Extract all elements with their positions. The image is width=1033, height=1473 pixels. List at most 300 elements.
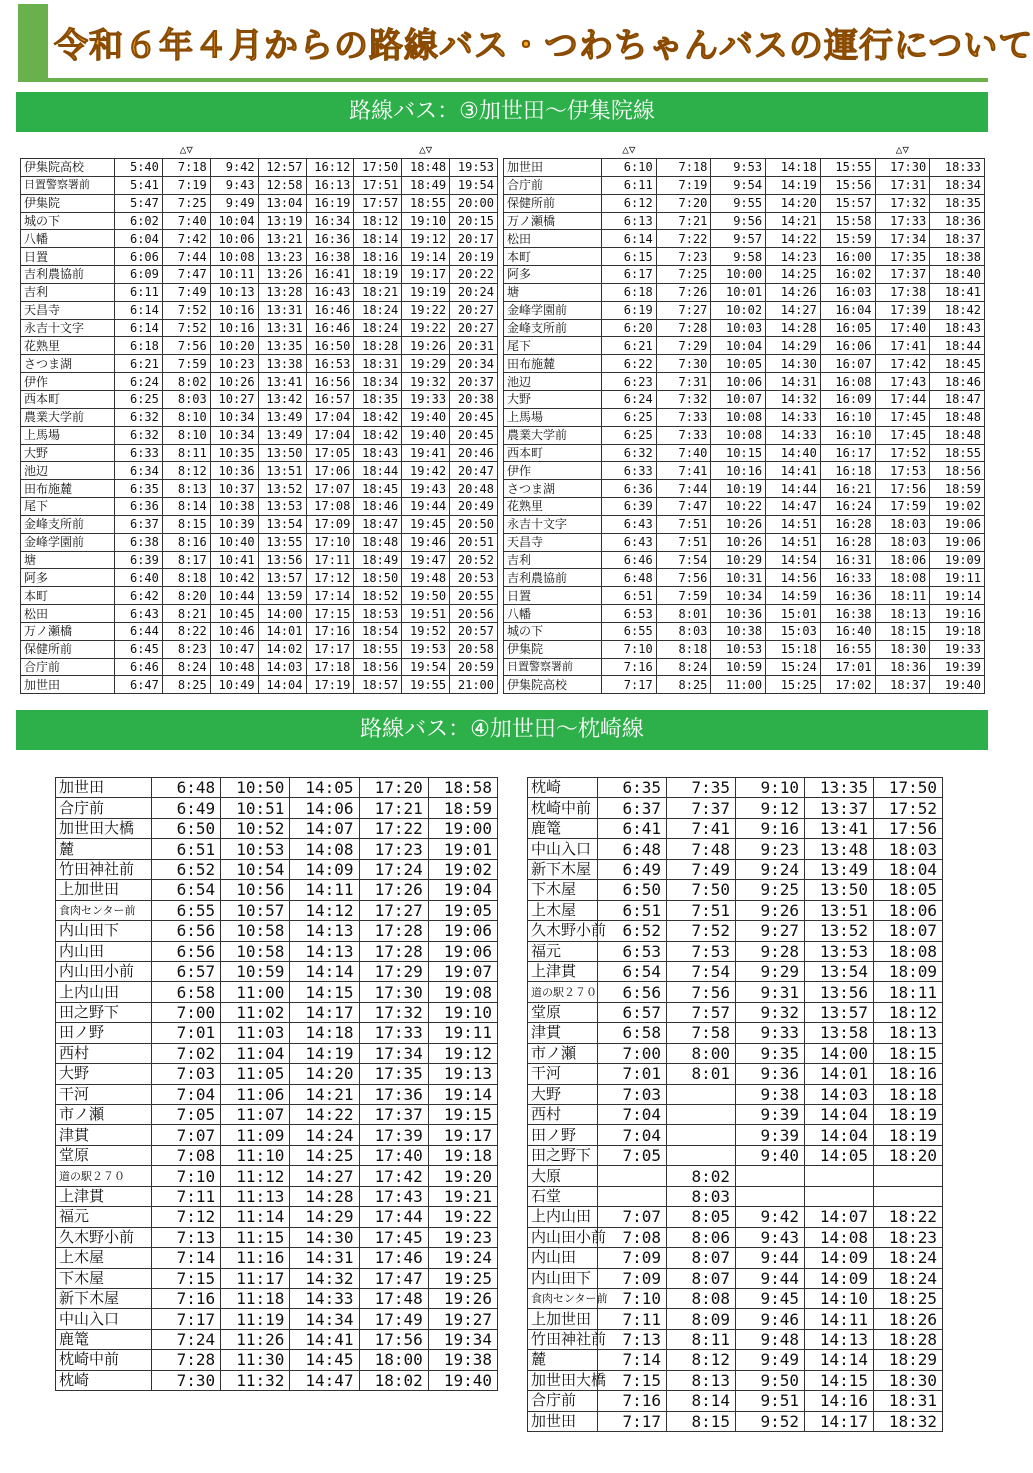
departure-time: 13:28	[258, 283, 306, 301]
table-row	[504, 498, 985, 516]
departure-time: 17:32	[875, 194, 930, 212]
departure-time: 17:34	[359, 1043, 428, 1063]
departure-time: 8:07	[667, 1248, 736, 1268]
departure-time: 18:03	[874, 839, 943, 859]
departure-time: 19:24	[428, 1248, 497, 1268]
departure-time: 18:08	[875, 569, 930, 587]
departure-time	[667, 1145, 736, 1165]
stop-name: 池辺	[21, 462, 115, 480]
departure-time: 20:53	[450, 569, 498, 587]
trip-marker	[711, 142, 766, 159]
departure-time: 18:31	[874, 1391, 943, 1411]
departure-time: 10:15	[711, 444, 766, 462]
stop-name: 上木屋	[56, 1248, 152, 1268]
departure-time: 13:31	[258, 319, 306, 337]
stop-name: 新下木屋	[528, 859, 598, 879]
departure-time: 10:20	[210, 337, 258, 355]
table-row	[56, 1248, 498, 1268]
departure-time: 6:52	[152, 859, 221, 879]
table-row	[528, 961, 943, 981]
stop-name: 加世田	[21, 676, 115, 694]
section-header-route4: 路線バス：④加世田～枕崎線	[16, 710, 988, 750]
departure-time: 18:06	[874, 900, 943, 920]
departure-time: 10:54	[221, 859, 290, 879]
stop-name: 合庁前	[21, 658, 115, 676]
stop-name: 内山田	[528, 1248, 598, 1268]
table-row	[21, 319, 498, 337]
departure-time: 19:27	[428, 1309, 497, 1329]
departure-time: 7:16	[598, 1391, 667, 1411]
stop-name: 合庁前	[56, 798, 152, 818]
departure-time: 8:03	[162, 390, 210, 408]
trip-marker: △▽	[419, 143, 433, 156]
departure-time: 18:13	[874, 1023, 943, 1043]
departure-time: 6:56	[152, 941, 221, 961]
departure-time: 14:19	[290, 1043, 359, 1063]
stop-name: 干河	[528, 1064, 598, 1084]
departure-time: 7:07	[152, 1125, 221, 1145]
departure-time: 17:45	[875, 408, 930, 426]
stop-name: 合庁前	[504, 176, 602, 194]
departure-time: 14:31	[290, 1248, 359, 1268]
stop-name: 松田	[504, 230, 602, 248]
departure-time: 19:51	[402, 605, 450, 623]
departure-time: 16:07	[820, 355, 875, 373]
departure-time: 13:59	[258, 587, 306, 605]
departure-time: 16:38	[820, 605, 875, 623]
departure-time: 6:54	[598, 961, 667, 981]
stop-name: 大野	[21, 444, 115, 462]
departure-time: 11:03	[221, 1023, 290, 1043]
departure-time: 13:41	[805, 818, 874, 838]
departure-time: 8:15	[667, 1411, 736, 1431]
departure-time: 16:57	[306, 390, 354, 408]
departure-time: 7:24	[152, 1329, 221, 1349]
departure-time: 17:24	[359, 859, 428, 879]
departure-time: 7:21	[656, 212, 711, 230]
departure-time: 8:13	[162, 480, 210, 498]
departure-time: 7:11	[152, 1186, 221, 1206]
departure-time: 6:33	[602, 462, 657, 480]
departure-time: 7:28	[152, 1350, 221, 1370]
departure-time: 9:16	[736, 818, 805, 838]
departure-time: 18:44	[930, 337, 985, 355]
stop-name: 上馬場	[21, 426, 115, 444]
departure-time: 8:18	[162, 569, 210, 587]
departure-time: 6:10	[602, 159, 657, 177]
departure-time: 20:59	[450, 658, 498, 676]
departure-time: 9:43	[210, 176, 258, 194]
departure-time: 6:43	[602, 515, 657, 533]
departure-time: 5:41	[115, 176, 163, 194]
departure-time: 10:44	[210, 587, 258, 605]
table-row	[504, 319, 985, 337]
departure-time: 10:27	[210, 390, 258, 408]
departure-time: 19:34	[428, 1329, 497, 1349]
departure-time: 17:31	[875, 176, 930, 194]
stop-name: 農業大学前	[504, 426, 602, 444]
departure-time: 7:05	[152, 1105, 221, 1125]
departure-time: 19:18	[930, 622, 985, 640]
departure-time: 16:53	[306, 355, 354, 373]
stop-name: 堂原	[56, 1145, 152, 1165]
departure-time: 14:51	[766, 533, 821, 551]
departure-time: 6:39	[115, 551, 163, 569]
departure-time: 14:07	[805, 1207, 874, 1227]
departure-time: 17:09	[306, 515, 354, 533]
departure-time: 16:50	[306, 337, 354, 355]
stop-name: 阿多	[21, 569, 115, 587]
departure-time: 11:18	[221, 1288, 290, 1308]
departure-time: 14:06	[290, 798, 359, 818]
departure-time: 14:18	[766, 159, 821, 177]
departure-time: 20:48	[450, 480, 498, 498]
title-banner	[18, 4, 1033, 82]
departure-time: 7:52	[162, 319, 210, 337]
departure-time: 16:17	[820, 444, 875, 462]
stop-name: 中山入口	[528, 839, 598, 859]
departure-time: 19:16	[930, 605, 985, 623]
departure-time: 8:25	[162, 676, 210, 694]
departure-time: 7:23	[656, 248, 711, 266]
departure-time: 18:30	[874, 1370, 943, 1390]
table-row	[528, 859, 943, 879]
stop-name: 上加世田	[528, 1309, 598, 1329]
departure-time: 20:46	[450, 444, 498, 462]
departure-time: 6:55	[152, 900, 221, 920]
departure-time: 6:25	[602, 426, 657, 444]
table-row	[504, 212, 985, 230]
departure-time: 18:46	[930, 373, 985, 391]
stop-name: 万ノ瀬橋	[21, 622, 115, 640]
departure-time: 7:19	[656, 176, 711, 194]
departure-time: 10:03	[711, 319, 766, 337]
departure-time: 6:52	[598, 921, 667, 941]
title-accent-bar	[18, 4, 48, 82]
page-title: 令和６年４月からの路線バス・つわちゃんバスの運行について	[54, 26, 1033, 66]
stop-name: 田ノ野	[56, 1023, 152, 1043]
stop-name: 麓	[56, 839, 152, 859]
departure-time: 9:43	[736, 1227, 805, 1247]
departure-time: 8:24	[162, 658, 210, 676]
marker-row	[504, 142, 985, 159]
departure-time: 16:10	[820, 426, 875, 444]
departure-time: 13:21	[258, 230, 306, 248]
departure-time: 19:11	[428, 1023, 497, 1043]
departure-time: 20:51	[450, 533, 498, 551]
departure-time: 14:22	[290, 1105, 359, 1125]
departure-time: 10:42	[210, 569, 258, 587]
departure-time: 16:10	[820, 408, 875, 426]
departure-time: 10:52	[221, 818, 290, 838]
departure-time: 8:01	[656, 605, 711, 623]
departure-time: 10:59	[221, 961, 290, 981]
departure-time: 6:38	[115, 533, 163, 551]
departure-time: 17:42	[875, 355, 930, 373]
departure-time: 7:00	[152, 1002, 221, 1022]
stop-name: 田布施麓	[504, 355, 602, 373]
departure-time: 11:05	[221, 1064, 290, 1084]
departure-time: 7:27	[656, 301, 711, 319]
departure-time: 9:46	[736, 1309, 805, 1329]
stop-name: 日置	[21, 248, 115, 266]
departure-time: 7:18	[162, 159, 210, 177]
stop-name: 大野	[528, 1084, 598, 1104]
stop-name: 上津貫	[528, 961, 598, 981]
stop-name: 枕崎中前	[528, 798, 598, 818]
departure-time: 18:56	[354, 658, 402, 676]
departure-time: 18:19	[874, 1125, 943, 1145]
departure-time: 18:06	[875, 551, 930, 569]
departure-time: 18:14	[354, 230, 402, 248]
departure-time: 7:31	[656, 373, 711, 391]
departure-time: 14:12	[290, 900, 359, 920]
departure-time: 14:56	[766, 569, 821, 587]
departure-time: 18:15	[874, 1043, 943, 1063]
departure-time: 13:41	[258, 373, 306, 391]
trip-marker	[210, 142, 258, 159]
departure-time: 17:15	[306, 605, 354, 623]
departure-time	[874, 1186, 943, 1206]
departure-time: 10:49	[210, 676, 258, 694]
departure-time: 16:46	[306, 301, 354, 319]
departure-time: 19:12	[428, 1043, 497, 1063]
departure-time: 17:50	[874, 778, 943, 798]
departure-time: 8:11	[667, 1329, 736, 1349]
departure-time: 13:51	[805, 900, 874, 920]
departure-time: 7:28	[656, 319, 711, 337]
departure-time: 7:18	[656, 159, 711, 177]
departure-time: 13:38	[258, 355, 306, 373]
departure-time: 8:14	[162, 498, 210, 516]
departure-time: 9:24	[736, 859, 805, 879]
stop-name: 田之野下	[528, 1145, 598, 1165]
departure-time: 7:47	[162, 266, 210, 284]
departure-time: 19:19	[402, 283, 450, 301]
departure-time: 6:55	[602, 622, 657, 640]
departure-time: 6:56	[152, 921, 221, 941]
departure-time: 14:07	[290, 818, 359, 838]
departure-time: 6:12	[602, 194, 657, 212]
stop-name: 下木屋	[56, 1268, 152, 1288]
departure-time: 7:35	[667, 778, 736, 798]
departure-time: 7:29	[656, 337, 711, 355]
table-row	[21, 462, 498, 480]
departure-time: 18:19	[874, 1105, 943, 1125]
stop-name: 西村	[56, 1043, 152, 1063]
table-row	[528, 1166, 943, 1186]
departure-time: 21:00	[450, 676, 498, 694]
departure-time: 9:12	[736, 798, 805, 818]
departure-time: 8:16	[162, 533, 210, 551]
table-row	[21, 301, 498, 319]
departure-time: 7:50	[667, 880, 736, 900]
departure-time: 17:28	[359, 921, 428, 941]
departure-time: 8:12	[667, 1350, 736, 1370]
departure-time: 8:09	[667, 1309, 736, 1329]
departure-time: 8:06	[667, 1227, 736, 1247]
departure-time: 15:57	[820, 194, 875, 212]
table-row	[21, 622, 498, 640]
table-row	[504, 337, 985, 355]
table-row	[21, 266, 498, 284]
table-row	[504, 462, 985, 480]
stop-name: 永吉十文字	[504, 515, 602, 533]
table-row	[504, 230, 985, 248]
departure-time: 18:23	[874, 1227, 943, 1247]
stop-name: 鹿篭	[528, 818, 598, 838]
departure-time: 7:22	[656, 230, 711, 248]
departure-time: 6:24	[602, 390, 657, 408]
departure-time: 14:29	[290, 1207, 359, 1227]
departure-time: 10:16	[711, 462, 766, 480]
departure-time: 20:24	[450, 283, 498, 301]
departure-time: 16:38	[306, 248, 354, 266]
departure-time: 11:30	[221, 1350, 290, 1370]
table-row	[56, 778, 498, 798]
departure-time: 6:15	[602, 248, 657, 266]
departure-time: 19:41	[402, 444, 450, 462]
departure-time: 14:04	[258, 676, 306, 694]
departure-time: 11:17	[221, 1268, 290, 1288]
departure-time: 18:34	[930, 176, 985, 194]
departure-time: 6:17	[602, 266, 657, 284]
departure-time: 6:22	[602, 355, 657, 373]
departure-time: 17:12	[306, 569, 354, 587]
departure-time: 19:07	[428, 961, 497, 981]
stop-name: 花熟里	[504, 498, 602, 516]
departure-time: 6:42	[115, 587, 163, 605]
stop-name: 麓	[528, 1350, 598, 1370]
departure-time	[805, 1186, 874, 1206]
departure-time: 14:09	[805, 1248, 874, 1268]
departure-time: 8:05	[667, 1207, 736, 1227]
departure-time: 17:51	[354, 176, 402, 194]
departure-time: 14:15	[805, 1370, 874, 1390]
departure-time: 19:40	[930, 676, 985, 694]
departure-time: 19:26	[428, 1288, 497, 1308]
departure-time: 19:14	[930, 587, 985, 605]
table-row	[21, 355, 498, 373]
stop-name: 保健所前	[504, 194, 602, 212]
stop-name: 上内山田	[528, 1207, 598, 1227]
departure-time: 18:15	[875, 622, 930, 640]
table-row	[504, 587, 985, 605]
departure-time: 7:54	[667, 961, 736, 981]
stop-name: 田ノ野	[528, 1125, 598, 1145]
departure-time: 6:48	[598, 839, 667, 859]
departure-time: 7:49	[162, 283, 210, 301]
departure-time: 9:52	[736, 1411, 805, 1431]
departure-time: 18:33	[930, 159, 985, 177]
departure-time: 19:08	[428, 982, 497, 1002]
departure-time: 7:51	[667, 900, 736, 920]
departure-time: 7:37	[667, 798, 736, 818]
departure-time: 6:43	[115, 605, 163, 623]
departure-time: 17:56	[875, 480, 930, 498]
departure-time: 20:27	[450, 301, 498, 319]
departure-time: 7:32	[656, 390, 711, 408]
departure-time: 9:49	[736, 1350, 805, 1370]
departure-time: 6:50	[152, 818, 221, 838]
departure-time: 14:33	[766, 408, 821, 426]
departure-time: 15:24	[766, 658, 821, 676]
departure-time: 16:41	[306, 266, 354, 284]
departure-time: 18:02	[359, 1370, 428, 1390]
departure-time: 7:17	[152, 1309, 221, 1329]
timetable-route3-ijuin-to-kaseda	[20, 142, 498, 694]
departure-time: 7:05	[598, 1145, 667, 1165]
departure-time: 20:56	[450, 605, 498, 623]
departure-time: 14:00	[258, 605, 306, 623]
departure-time: 10:36	[711, 605, 766, 623]
departure-time: 18:53	[354, 605, 402, 623]
departure-time: 14:31	[766, 373, 821, 391]
table-row	[56, 921, 498, 941]
departure-time: 10:11	[210, 266, 258, 284]
table-row	[21, 426, 498, 444]
table-row	[504, 408, 985, 426]
stop-name: 大原	[528, 1166, 598, 1186]
table-row	[528, 1125, 943, 1145]
departure-time: 16:13	[306, 176, 354, 194]
departure-time: 18:05	[874, 880, 943, 900]
table-row	[21, 515, 498, 533]
departure-time: 17:04	[306, 426, 354, 444]
table-row	[504, 569, 985, 587]
departure-time: 6:34	[115, 462, 163, 480]
departure-time: 16:19	[306, 194, 354, 212]
departure-time: 6:36	[115, 498, 163, 516]
departure-time: 19:20	[428, 1166, 497, 1186]
departure-time: 6:18	[602, 283, 657, 301]
departure-time: 17:32	[359, 1002, 428, 1022]
departure-time: 19:54	[450, 176, 498, 194]
departure-time: 9:58	[711, 248, 766, 266]
departure-time: 10:59	[711, 658, 766, 676]
departure-time: 16:24	[820, 498, 875, 516]
departure-time: 8:00	[667, 1043, 736, 1063]
departure-time: 10:29	[711, 551, 766, 569]
departure-time: 9:50	[736, 1370, 805, 1390]
departure-time: 10:07	[711, 390, 766, 408]
table-row	[528, 1411, 943, 1431]
table-row	[56, 961, 498, 981]
trip-marker	[930, 142, 985, 159]
table-row	[504, 426, 985, 444]
table-row	[528, 1288, 943, 1308]
table-row	[56, 1227, 498, 1247]
stop-name: 池辺	[504, 373, 602, 391]
departure-time: 7:51	[656, 515, 711, 533]
stop-name: 金峰学園前	[504, 301, 602, 319]
departure-time: 7:01	[152, 1023, 221, 1043]
departure-time: 11:15	[221, 1227, 290, 1247]
stop-name: 城の下	[504, 622, 602, 640]
departure-time: 6:36	[602, 480, 657, 498]
departure-time: 7:54	[656, 551, 711, 569]
departure-time: 20:31	[450, 337, 498, 355]
departure-time: 18:36	[875, 658, 930, 676]
departure-time: 17:30	[875, 159, 930, 177]
departure-time: 19:53	[402, 640, 450, 658]
departure-time: 15:58	[820, 212, 875, 230]
departure-time: 17:50	[354, 159, 402, 177]
table-row	[56, 859, 498, 879]
departure-time: 6:37	[598, 798, 667, 818]
departure-time: 7:25	[162, 194, 210, 212]
departure-time: 17:41	[875, 337, 930, 355]
